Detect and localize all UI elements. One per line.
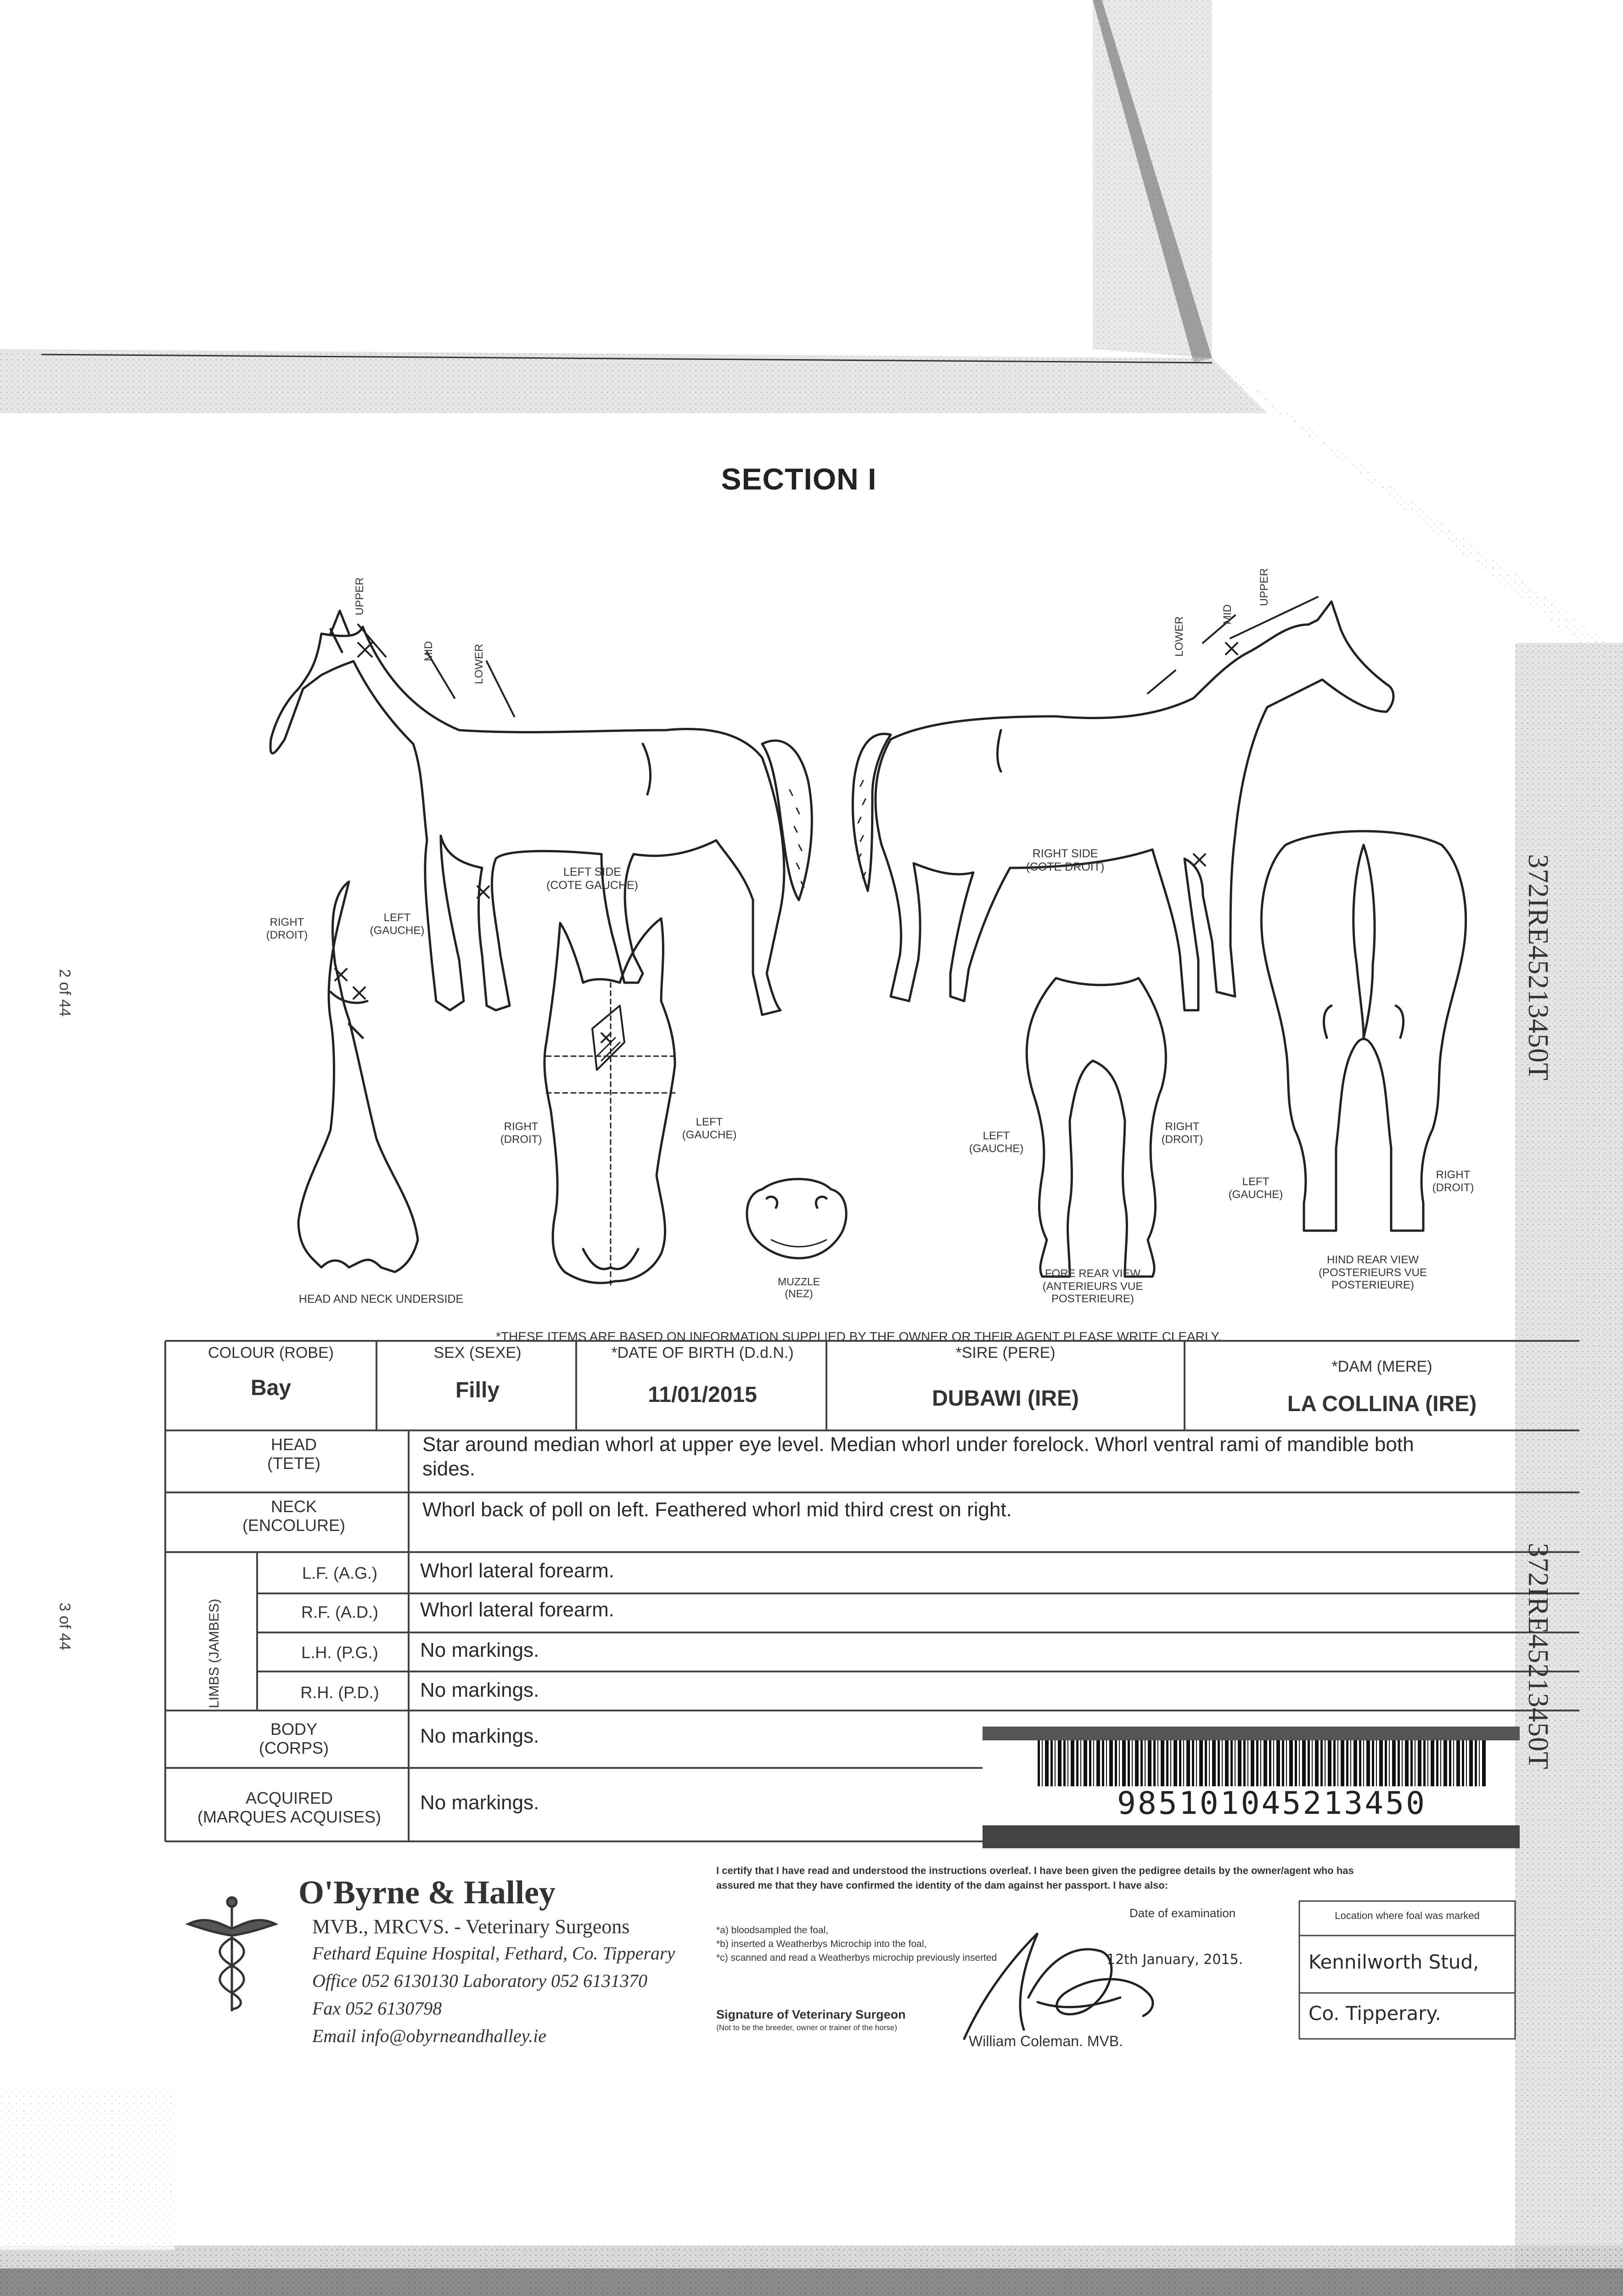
right-side-label-fr: (COTE DROIT) [1026,860,1105,873]
cert-item-a: *a) bloodsampled the foal, [716,1925,828,1936]
location-value-2: Co. Tipperary. [1309,2002,1441,2025]
underside-right-text: RIGHT [270,916,304,929]
limbs-label: LIMBS (JAMBES) [207,1598,222,1708]
dam-header: *DAM (MERE) [1331,1358,1432,1375]
hind-left-text: LEFT [1242,1176,1269,1188]
hind-right-fr-text: (DROIT) [1432,1181,1474,1194]
fore-rear-view-text-2: (ANTERIEURS VUE [1042,1280,1143,1293]
body-label [211,1720,376,1758]
signature-note: (Not to be the breeder, owner or trainer of the horse) [716,2023,898,2032]
page-number-2: 2 of 44 [56,969,73,1017]
fore-right-fr-text: (DROIT) [1161,1133,1203,1146]
head-label [211,1435,376,1473]
section-title: SECTION I [721,462,877,496]
signature-label: Signature of Veterinary Surgeon [716,2008,906,2021]
lf-description: Whorl lateral forearm. [420,1559,615,1582]
passport-id-upper: 372IRE45213450T [1522,854,1554,1081]
head-label-fr: (TETE) [267,1454,320,1473]
head-right-text: RIGHT [504,1120,539,1133]
barcode [1038,1740,1488,1786]
muzzle-text: MUZZLE [778,1276,820,1288]
lh-description: No markings. [420,1639,539,1661]
fore-left-text: LEFT [983,1130,1010,1142]
upper-label-right: UPPER [1258,568,1270,606]
head-description [422,1433,1570,1481]
hind-rear-view-text-3: POSTERIEURE) [1331,1279,1415,1292]
sticker-bottom-band [983,1825,1520,1848]
mid-label-right: MID [1221,604,1234,625]
sire-header: *SIRE (PERE) [955,1344,1056,1362]
vet-line-5: Email info@obyrneandhalley.ie [312,2026,547,2046]
hind-rear-view-text-2: (POSTERIEURS VUE [1318,1266,1427,1279]
date-of-examination-label: Date of examination [1129,1906,1236,1920]
location-value-1: Kennilworth Stud, [1309,1951,1479,1973]
head-description-line-1: Star around median whorl at upper eye level. Median whorl under forelock. Whorl ventral rami of mandible both [422,1433,1414,1456]
sex-header: SEX (SEXE) [433,1344,522,1362]
upper-label-left: UPPER [354,577,366,615]
body-label-en: BODY [270,1720,318,1739]
owner-info-notice: *THESE ITEMS ARE BASED ON INFORMATION SUPPLIED BY THE OWNER OR THEIR AGENT PLEASE WRITE CLEARLY. [496,1329,1222,1344]
acquired-label-fr: (MARQUES ACQUISES) [197,1807,382,1827]
colour-header: COLOUR (ROBE) [208,1344,334,1362]
sticker-top-band [983,1727,1520,1740]
vet-line-3: Office 052 6130130 Laboratory 052 6131370 [312,1970,647,1991]
head-neck-underside-label: HEAD AND NECK UNDERSIDE [298,1293,464,1306]
head-right-fr-text: (DROIT) [500,1133,542,1146]
lf-label: L.F. (A.G.) [302,1564,378,1582]
lower-label-left: LOWER [473,643,485,684]
fore-right-text: RIGHT [1165,1120,1200,1133]
vet-practice-name: O'Byrne & Halley [298,1874,556,1911]
rh-description: No markings. [420,1679,539,1701]
acquired-description: No markings. [420,1791,539,1814]
vet-line-4: Fax 052 6130798 [312,1998,442,2019]
date-of-examination-value: 12th January, 2015. [1106,1952,1243,1968]
head-left-text: LEFT [696,1116,723,1128]
hind-right-text: RIGHT [1436,1169,1471,1181]
body-label-fr: (CORPS) [259,1739,329,1758]
location-label: Location where foal was marked [1335,1910,1480,1921]
head-label-en: HEAD [270,1435,317,1454]
dam-value: LA COLLINA (IRE) [1287,1392,1477,1416]
acquired-label-en: ACQUIRED [245,1789,333,1807]
sire-value: DUBAWI (IRE) [932,1386,1079,1411]
underside-left-text: LEFT [383,912,411,924]
right-side-label-en: RIGHT SIDE [1032,847,1098,860]
dob-header: *DATE OF BIRTH (D.d.N.) [611,1344,794,1362]
left-side-label-fr: (COTE GAUCHE) [546,878,638,892]
microchip-sticker [983,1727,1520,1855]
rf-label: R.F. (A.D.) [301,1603,378,1621]
passport-id-lower: 372IRE45213450T [1522,1543,1554,1770]
hind-rear-view-text-1: HIND REAR VIEW [1326,1254,1419,1266]
rf-description: Whorl lateral forearm. [420,1598,615,1621]
head-description-line-2: sides. [422,1457,475,1480]
cert-statement-2: assured me that they have confirmed the identity of the dam against her passport. I have also: [716,1880,1168,1891]
acquired-label [184,1789,395,1827]
caduceus-icon [179,1892,285,2016]
lh-label: L.H. (P.G.) [301,1643,378,1662]
vet-line-2: Fethard Equine Hospital, Fethard, Co. Tipperary [312,1943,675,1964]
cert-item-b: *b) inserted a Weatherbys Microchip into the foal, [716,1939,927,1949]
sex-value: Filly [455,1378,500,1402]
underside-right-fr-text: (DROIT) [266,929,308,941]
vet-signature [955,1906,1212,2043]
neck-label [211,1497,376,1535]
fore-rear-view-text-1: FORE REAR VIEW [1045,1267,1141,1280]
body-description: No markings. [420,1725,539,1747]
head-left-fr-text: (GAUCHE) [682,1128,737,1141]
rh-label: R.H. (P.D.) [300,1683,379,1702]
fore-left-fr-text: (GAUCHE) [969,1142,1024,1155]
neck-label-fr: (ENCOLURE) [242,1516,345,1535]
page-number-3: 3 of 44 [56,1603,73,1650]
microchip-number: 985101045213450 [1117,1785,1427,1822]
vet-line-1: MVB., MRCVS. - Veterinary Surgeons [312,1915,630,1938]
hind-left-fr-text: (GAUCHE) [1228,1188,1283,1201]
fore-rear-view-text-3: POSTERIEURE) [1051,1293,1134,1306]
lower-label-right: LOWER [1173,616,1185,657]
muzzle-fr-text: (NEZ) [785,1288,813,1300]
cert-item-c: *c) scanned and read a Weatherbys microchip previously inserted [716,1953,997,1963]
dob-value: 11/01/2015 [648,1383,757,1407]
left-side-label-en: LEFT SIDE [563,866,621,878]
underside-left-fr-text: (GAUCHE) [370,924,425,937]
mid-label-left: MID [422,641,435,661]
neck-label-en: NECK [270,1497,317,1516]
cert-statement-1: I certify that I have read and understood the instructions overleaf. I have been given the pedigree details by the owner/agent who has [716,1865,1354,1876]
colour-value: Bay [250,1376,292,1400]
signer-name: William Coleman. MVB. [969,2033,1123,2049]
neck-description: Whorl back of poll on left. Feathered whorl mid third crest on right. [422,1498,1012,1521]
